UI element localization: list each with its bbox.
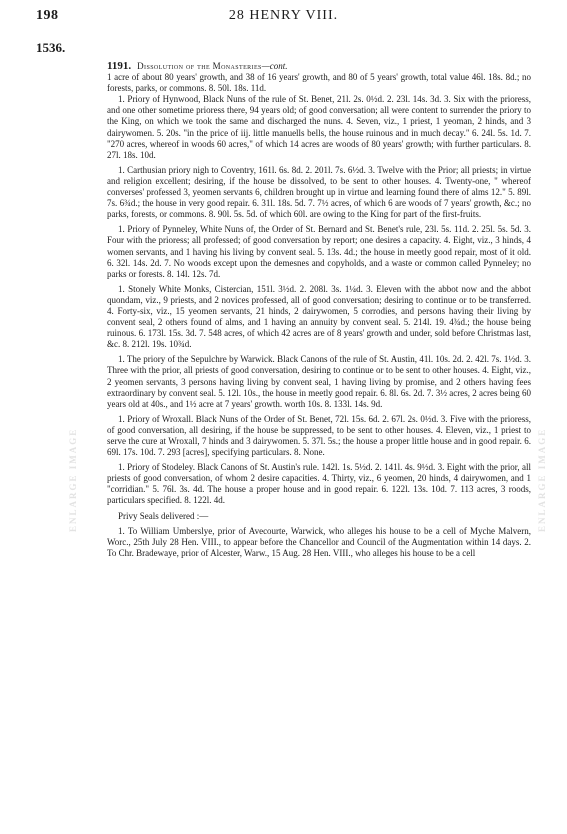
privy-seals-heading: Privy Seals delivered :— [118,510,209,521]
entry-title: Dissolution of the Monasteries [137,61,262,71]
paragraph-continuation: 1 acre of about 80 years' growth, and 38 of 16 years' growth, and 80 of 5 years' growth, total value 46l. 18s. 8d.; no forests, parks, or commons. 8. 50l. 18s. 11d. [107,72,531,94]
page-header [0,8,567,28]
paragraph-sepulchre: 1. The priory of the Sepulchre by Warwick. Black Canons of the rule of St. Austin, 41l. 10s. 2d. 2. 42l. 7s. 1½d. 3. Three with the prior, all priests of good conversation, desiring to continue or to be sent to other houses. 4. Eight, viz., 2 yeomen servants, 3 persons having living by convent seal, 1 having living by promise, and 2 others having fees extraordinary by convent seal. 5. 12l. 10s., the house in meetly good repair. 6. 8l. 6s. 2d. 7. 3½ acres, 2 acres being 60 years old at 40s., and 1½ acre at 7 years' growth. worth 10s. 8. 133l. 14s. 9d. [107,354,531,409]
running-head: 28 HENRY VIII. [228,8,339,23]
page-number: 198 [36,8,59,23]
paragraph-stonely: 1. Stonely White Monks, Cistercian, 151l. 3½d. 2. 208l. 3s. 1¼d. 3. Eleven with the abbot now and the abbot quondam, viz., 9 priests, and 2 novices professed, all of good conversation; desiring to continue or to be transferred. 4. Forty-six, viz., 15 yeomen servants, 21 hinds, 2 dairywomen, 5 corrodies, and persons having their living by convent seal, 2 others found of alms, and 1 having an annuity by convent seal. 5. 214l. 19. 4¾d.; the house being ruinous. 6. 173l. 15s. 3d. 7. 548 acres, of which 42 acres are of 8 years' growth and under, sold before Christmas last, &c. 8. 212l. 19s. 10¾d. [107,283,531,350]
paragraph-stodeley: 1. Priory of Stodeley. Black Canons of St. Austin's rule. 142l. 1s. 5½d. 2. 141l. 4s. 9½d. 3. Eight with the prior, all priests of good conversation, of whom 2 desire capacities. 4. Thirty, viz., 6 yeomen, 20 hinds, 4 dairywomen, and 1 "corridian." 5. 76l. 3s. 4d. The house a proper house and in good repair. 6. 122l. 13s. 10d. 7. 113 acres, 3 roods, particulars specified. 8. 122l. 4d. [107,462,531,506]
entry-heading [107,61,531,72]
paragraph-pynneley: 1. Priory of Pynneley, White Nuns of, the Order of St. Bernard and St. Benet's rule, 23l. 5s. 11d. 2. 25l. 5s. 5d. 3. Four with the prioress; all professed; of good conversation by report; one desires a capacity. 4. Eight, viz., 3 hinds, 4 women servants, and 1 having his living by convent seal. 5. 13s. 4d.; the house in meetly good repair, most of it old. 6. 32l. 14s. 2d. 7. No woods except upon the demesnes and copyholds, and a waste or common called Pynneley; no parks or forests. 8. 14l. 12s. 7d. [107,224,531,279]
paragraph-wroxall: 1. Priory of Wroxall. Black Nuns of the Order of St. Benet, 72l. 15s. 6d. 2. 67l. 2s. 0½d. 3. Five with the prioress, of good conversation, all desiring, if the house be suppressed, to be sent to other houses. 4. Eleven, viz., 1 priest to serve the cure at Wroxall, 7 hinds and 3 dairywomen. 5. 37l. 5s.; the house a proper little house and in good repair. 6. 69l. 17s. 10d. 7. 293 [acres], specifying particulars. 8. None. [107,413,531,458]
watermark-left: ENLARGE IMAGE [68,427,78,533]
margin-year: 1536. [36,40,66,55]
entry-continued: —cont. [261,61,288,71]
entry-number: 1191. [107,60,132,72]
paragraph-carthusian: 1. Carthusian priory nigh to Coventry, 161l. 6s. 8d. 2. 201l. 7s. 6½d. 3. Twelve with the Prior; all priests; in virtue and religion excellent; desiring, if the house be dissolved, to be sent to other houses. 4. Twenty-one, " whereof converses' professed 3, yeomen servants 6, children brought up in virtue and learning found there of alms 12." 5. 89l. 7s. 6¾d.; the house in very good repair. 6. 31l. 18s. 5d. 7. 7½ acres, of which 6 are woods of 7 years' growth, &c.; no parks, forests, or commons. 8. 90l. 5s. 5d. of which 60l. are owing to the King for part of the first-fruits. [107,164,531,220]
watermark-right: ENLARGE IMAGE [537,427,547,533]
paragraph-privy-seals: 1. To William Umberslye, prior of Avecourte, Warwick, who alleges his house to be a cell of Myche Malvern, Worc., 25th July 28 Hen. VIII., to appear before the Chancellor and Council of the Augmentation within 14 days. 2. To Chr. Bradewaye, prior of Alcester, Warw., 15 Aug. 28 Hen. VIII., who alleges his house to be a cell [107,525,531,558]
paragraph-hynwood: 1. Priory of Hynwood, Black Nuns of the rule of St. Benet, 21l. 2s. 0½d. 2. 23l. 14s. 3d. 3. Six with the prioress, and one other sometime prioress there, 94 years old; of good conversation; all were content to surrender the priory to the King, on which we took the same and discharged the nuns. 4. Seven, viz., 1 priest, 1 yeoman, 2 hinds, and 3 dairywomen. 5. 20s. "in the price of iij. little manuells bells, the house ruinous and in much decay." 6. 24l. 5s. 1d. 7. "270 acres, whereof in woods 60 acres," of which 14 acres are woods of 80 years' growth; with further particulars. 8. 27l. 18s. 10d. [107,94,531,160]
document-body [107,61,531,563]
